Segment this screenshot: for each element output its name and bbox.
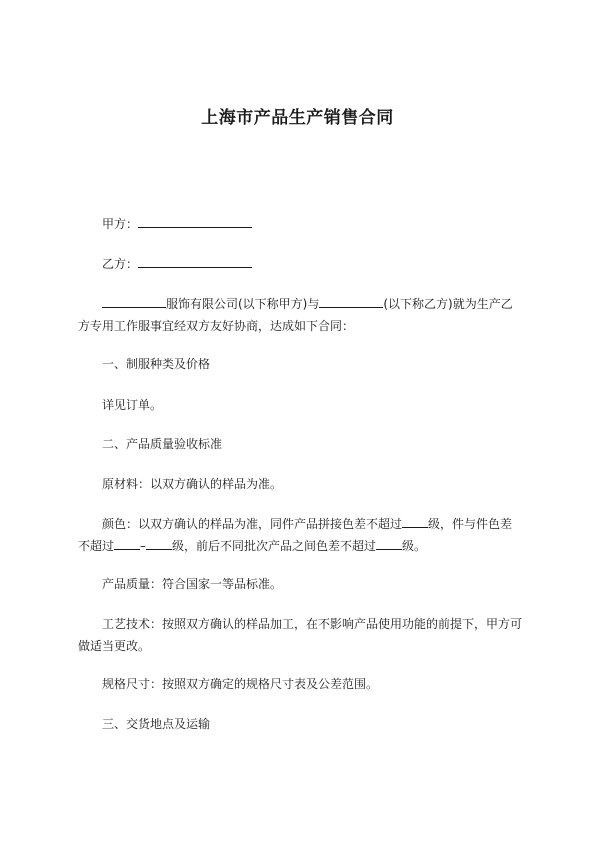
craft-line-1: 工艺技术：按照双方确认的样品加工，在不影响产品使用功能的前提下，甲方可: [102, 617, 523, 631]
section-2-heading-text: 二、产品质量验收标准: [102, 437, 223, 451]
section-1-heading: [78, 353, 538, 375]
craft-clause: [78, 613, 538, 657]
intro-text-1: 服饰有限公司(以下称甲方)与: [166, 297, 320, 311]
section-3-heading: [78, 713, 538, 735]
color-text-2: 级，件与件色差: [428, 517, 513, 531]
craft-line-2: 做适当更改。: [78, 639, 151, 653]
section-1-heading-text: 一、制服种类及价格: [102, 357, 211, 371]
raw-material-clause: [78, 473, 538, 495]
party-b-line: [78, 253, 538, 275]
party-a-blank[interactable]: [138, 215, 252, 228]
size-spec-text: 规格尺寸：按照双方确定的规格尺寸表及公差范围。: [102, 677, 379, 691]
company-name-blank[interactable]: [102, 295, 166, 308]
color-clause: [78, 513, 538, 557]
party-a-line: [78, 213, 538, 235]
color-line-2-b: 级，前后不同批次产品之间色差不超过: [172, 539, 377, 553]
document-title: 上海市产品生产销售合同: [201, 108, 394, 128]
color-line-2-a: 不超过: [78, 539, 115, 553]
party-a-label: 甲方：: [102, 217, 139, 231]
intro-text-2: (以下称乙方)就为生产乙: [383, 297, 513, 311]
product-quality-text: 产品质量：符合国家一等品标准。: [102, 577, 283, 591]
party-b-blank[interactable]: [138, 255, 252, 268]
section-1-body-text: 详见订单。: [102, 398, 163, 412]
raw-material-text: 原材料：以双方确认的样品为准。: [102, 477, 283, 491]
size-spec-clause: [78, 673, 538, 695]
color-dash: –: [140, 539, 147, 553]
color-grade-blank-4[interactable]: [376, 537, 402, 550]
party-b-label: 乙方：: [102, 257, 139, 271]
color-grade-blank-2[interactable]: [114, 537, 140, 550]
section-3-heading-text: 三、交货地点及运输: [102, 717, 211, 731]
product-quality-clause: [78, 573, 538, 595]
section-1-body: [78, 394, 538, 416]
color-grade-blank-3[interactable]: [146, 537, 172, 550]
color-line-2: [78, 535, 538, 557]
color-line-2-c: 级。: [402, 539, 427, 553]
color-text-1: 颜色：以双方确认的样品为准，同件产品拼接色差不超过: [102, 517, 403, 531]
intro-line-2: 方专用工作服事宜经双方友好协商，达成如下合同：: [78, 319, 355, 333]
section-2-heading: [78, 433, 538, 455]
intro-paragraph: [78, 293, 538, 337]
color-grade-blank-1[interactable]: [402, 515, 428, 528]
party-b-name-blank[interactable]: [319, 295, 383, 308]
